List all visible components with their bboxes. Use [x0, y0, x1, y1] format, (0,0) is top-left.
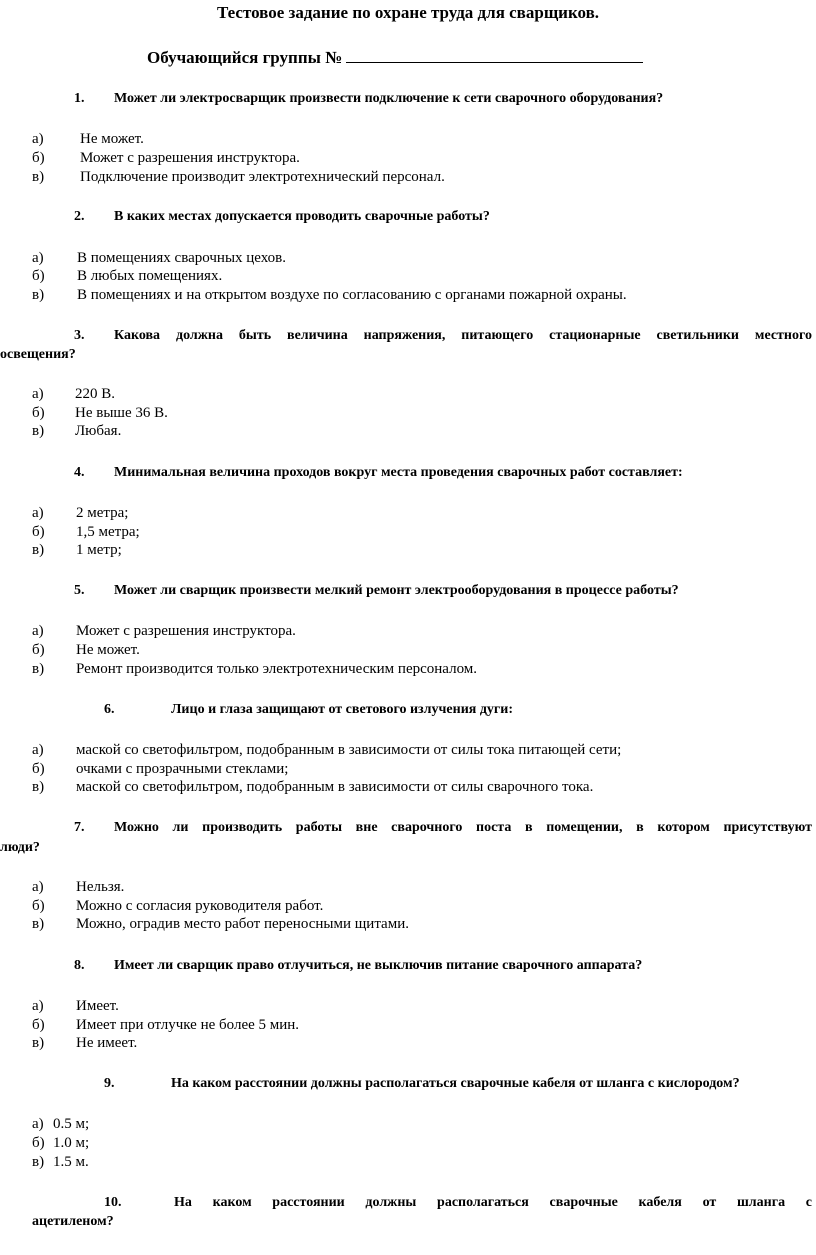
- answer-text[interactable]: очками с прозрачными стеклами;: [76, 761, 289, 777]
- answer-letter: б): [32, 642, 45, 658]
- answer-letter: в): [32, 779, 45, 795]
- answer-letter: в): [32, 287, 45, 303]
- answer-letter: б): [32, 268, 45, 284]
- question-text: На каком расстоянии должны располагаться сварочные кабеля от шланга с кислородом?: [171, 1076, 740, 1091]
- answer-text[interactable]: маской со светофильтром, подобранным в зависимости от силы сварочного тока.: [76, 779, 594, 795]
- answer-letter: а): [32, 505, 44, 521]
- answer-letter: в): [32, 1035, 45, 1051]
- answer-letter: б): [32, 1017, 45, 1033]
- answer-text[interactable]: Не выше 36 В.: [75, 405, 168, 421]
- group-number-blank[interactable]: [346, 46, 643, 63]
- answer-text[interactable]: Может с разрешения инструктора.: [80, 150, 300, 166]
- answer-text[interactable]: 1.5 м.: [53, 1154, 89, 1170]
- answer-text[interactable]: Не может.: [80, 131, 144, 147]
- question-number: 8.: [74, 958, 85, 973]
- answer-text[interactable]: маской со светофильтром, подобранным в зависимости от силы тока питающей сети;: [76, 742, 622, 758]
- answer-text[interactable]: Нельзя.: [76, 879, 125, 895]
- question-number: 1.: [74, 91, 85, 106]
- question-text: Лицо и глаза защищают от светового излучения дуги:: [171, 702, 514, 717]
- answer-letter: в): [32, 169, 45, 185]
- answer-letter: а): [32, 879, 44, 895]
- answer-text[interactable]: 0.5 м;: [53, 1116, 90, 1132]
- answer-text[interactable]: Может с разрешения инструктора.: [76, 623, 296, 639]
- answer-text[interactable]: В помещениях сварочных цехов.: [77, 250, 287, 266]
- answer-text[interactable]: 1,5 метра;: [76, 524, 140, 540]
- answer-text[interactable]: 1 метр;: [76, 542, 122, 558]
- question-text: Может ли сварщик произвести мелкий ремонт электрооборудования в процессе работы?: [114, 583, 679, 598]
- answer-letter: в): [32, 661, 45, 677]
- answer-letter: б): [32, 524, 45, 540]
- question-number: 4.: [74, 465, 85, 480]
- answer-letter: б): [32, 150, 45, 166]
- question-number: 9.: [104, 1076, 115, 1091]
- answer-letter: б): [32, 1135, 45, 1151]
- answer-text[interactable]: В любых помещениях.: [77, 268, 223, 284]
- answer-text[interactable]: 1.0 м;: [53, 1135, 90, 1151]
- answer-letter: в): [32, 542, 45, 558]
- question-number: 3.: [74, 328, 85, 343]
- answer-letter: б): [32, 761, 45, 777]
- answer-text[interactable]: 220 В.: [75, 386, 116, 402]
- answer-letter: б): [32, 405, 45, 421]
- answer-letter: а): [32, 998, 44, 1014]
- question-number: 6.: [104, 702, 115, 717]
- question-text: Может ли электросварщик произвести подключение к сети сварочного оборудования?: [114, 91, 664, 106]
- answer-letter: а): [32, 131, 44, 147]
- answer-text[interactable]: Любая.: [75, 423, 122, 439]
- answer-letter: в): [32, 423, 45, 439]
- answer-text[interactable]: Подключение производит электротехнический персонал.: [80, 169, 445, 185]
- answer-text[interactable]: В помещениях и на открытом воздухе по согласованию с органами пожарной охраны.: [77, 287, 627, 303]
- question-text: Какова должна быть величина напряжения, питающего стационарные светильники местного: [114, 328, 812, 343]
- answer-text[interactable]: Ремонт производится только электротехническим персоналом.: [76, 661, 478, 677]
- answer-letter: в): [32, 1154, 45, 1170]
- question-text-continued: люди?: [0, 840, 40, 855]
- question-text-continued: освещения?: [0, 347, 76, 362]
- question-text: Минимальная величина проходов вокруг места проведения сварочных работ составляет:: [114, 465, 683, 480]
- question-number: 7.: [74, 820, 85, 835]
- answer-text[interactable]: Не может.: [76, 642, 140, 658]
- question-number: 2.: [74, 209, 85, 224]
- answer-letter: а): [32, 250, 44, 266]
- answer-text[interactable]: Можно с согласия руководителя работ.: [76, 898, 324, 914]
- question-text: Имеет ли сварщик право отлучиться, не выключив питание сварочного аппарата?: [114, 958, 643, 973]
- answer-letter: б): [32, 898, 45, 914]
- document-title: Тестовое задание по охране труда для сварщиков.: [216, 3, 600, 22]
- answer-text[interactable]: Можно, оградив место работ переносными щитами.: [76, 916, 409, 932]
- answer-text[interactable]: Имеет при отлучке не более 5 мин.: [76, 1017, 300, 1033]
- answer-letter: а): [32, 386, 44, 402]
- answer-text[interactable]: Имеет.: [76, 998, 119, 1014]
- question-text-continued: ацетиленом?: [32, 1214, 114, 1229]
- answer-letter: а): [32, 623, 44, 639]
- question-text: В каких местах допускается проводить сварочные работы?: [114, 209, 490, 224]
- answer-letter: в): [32, 916, 45, 932]
- answer-letter: а): [32, 742, 44, 758]
- question-text: На каком расстоянии должны располагаться сварочные кабеля от шланга с: [174, 1195, 812, 1210]
- group-label: Обучающийся группы №: [147, 48, 343, 67]
- question-text: Можно ли производить работы вне сварочного поста в помещении, в котором присутствуют: [114, 820, 812, 835]
- group-field: [147, 46, 643, 68]
- answer-text[interactable]: 2 метра;: [76, 505, 129, 521]
- answer-text[interactable]: Не имеет.: [76, 1035, 138, 1051]
- question-number: 10.: [104, 1195, 122, 1210]
- answer-letter: а): [32, 1116, 44, 1132]
- question-number: 5.: [74, 583, 85, 598]
